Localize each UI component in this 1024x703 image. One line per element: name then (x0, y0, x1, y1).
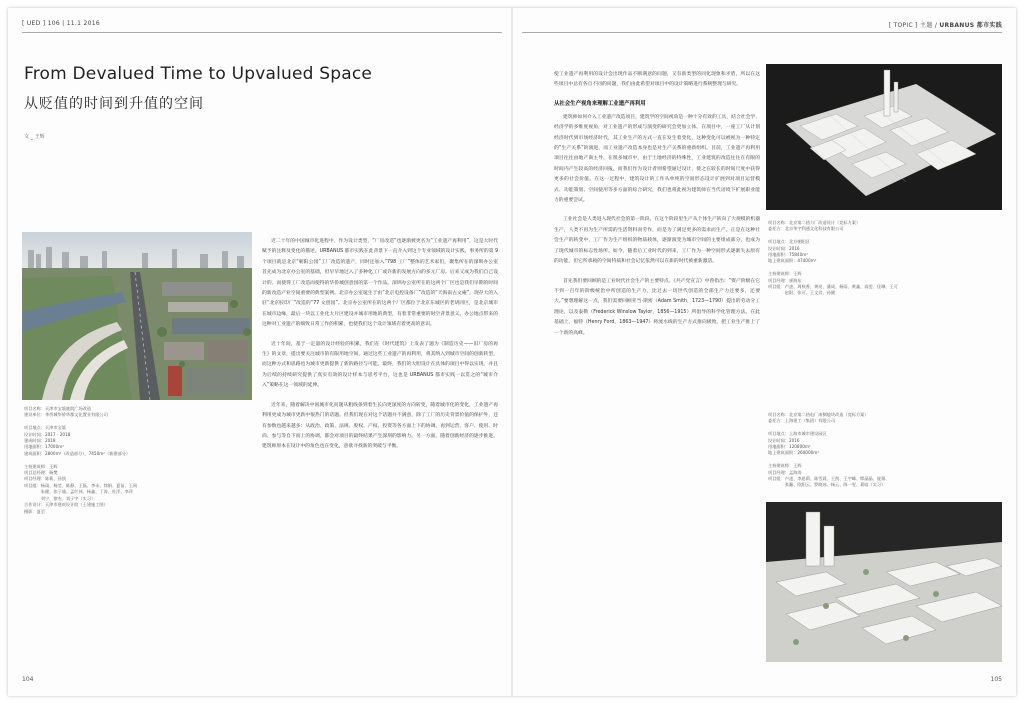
running-header-left: [ UED ] 106 | 11.1 2016 (22, 20, 100, 27)
text-column-2 (554, 70, 760, 348)
model-photo-bottom (766, 502, 1002, 662)
article-title-en: From Devalued Time to Upvalued Space (24, 64, 373, 84)
page-number-right: 105 (990, 676, 1002, 683)
col1-paragraph-3: 近年来，随着解决中国城市化问题从粗线条到着生长向更深度的方向转变，随着城市化的变化，工业遗产再利用更成为城市更新中很热门的话题。但我们现在对这个话题并不满意，除了工厂的历史背景价值的保护外，还有参数也越来越多：从政治、政策、法规、股权、产权、投资等各方面上下的协调，再到运营、客户、使用、时尚、参与等自下而上的协调，都会对项目的最终结果产生深刻的影响力。另一方面，随着创新经济的逐步推进，建筑师原本在设计中的角色也在变化，意欲寻找新的突破与平衡。 (262, 402, 498, 450)
model-bottom-caption: 项目名称：北京第二热电厂南侧地块改造（竞标方案） 委托方：上海建工（集团）有限公司 项目地点：上海市城市建设园区 设计时间：2016 用地面积：120800m² 地上建筑面积：260000m² 主持建筑师：王辉 项目经理：孟海涛 项目组：卢凌、李思莉、陈雪晨、王凯、王宇峰、缪晶晶、庞翔、 张瀚、欧阳云、罗晓冰、杨云、陈一雯、葛晗（实习） (768, 412, 890, 488)
col2-section-heading: 从社会生产视角来理解工业遗产再利用 (554, 100, 646, 107)
binding-gutter (511, 8, 513, 696)
col2-paragraph-1: 建筑师如何介入工业遗产改造项目，建筑学的空间视角是一种十分有效的工具，结合社会学、经济学的多维度视角，对工业遗产的形成与演变的研究会更加立体。在项目中，一座工厂从计划经济时代到市场经济时代，其工业生产的方式一直在发生着变化，这种变化可以被视为一种特定的“生产关系”的演进，而工业遗产改造本身也是对生产关系的重新组织。目前，工业遗产再利用项目往往由地产商主导，在很多城市中，由于土地经济的特殊性，工业建筑的改造往往在有限的时间内产生较高的经济回报，而我们作为设计者则希望通过设计，使之在较长的时间尺度中获得更多的社会价值。在这一过程中，建筑设计的工作从单纯的空间形态设计扩展到对项目运营模式、功能策划、空间使用等多方面的综合研究，我们也将此视为建筑师在当代语境下扩展职业能力的重要尝试。 (554, 114, 760, 204)
model-photo-top (766, 64, 1002, 210)
col1-paragraph-1: 近二十年的中国城市化进程中，作为设计类型，“厂房改造”也逐渐被更名为“工业遗产再利用”，这是大时代赋予的注释及变化的描述。URBANUS 都市实践在此背景下一直介入到这个专业领域的设计实践，事务所的第 9 个项目就是北京“朝阳公园”工厂改造的遗产，同时还加入“798 工厂”整体的艺术家们，聚集所在的深圳办公室首先成为北京办公室的基础，但早早地过入了多种化工厂或许新的发展方向的多元厂房。后来又成为我们自己设计的、而使得工厂改造而使得的华侨城创意园的第一个作品。深圳办公室所在的这两个厂区也是我们早期的时间的新改造产业空间重要的典型案例。北京办公室诞生于由“北京电控设备厂”改造的“天海南古文庵”，现存大的入驻“北京胶印厂”改造的“77 文创园”。北京办公室所在的这两个厂区都位于北京东城区的老胡同区，是北京城市在城市边缘，最后一块以工业化大片区建设并城市用地的典型，有着非常重要的时空背景意义。办公地点带来的这种对工业遗产的细致日常工作的积累，也使我们这个设计领域有着更高的意识。 (262, 239, 498, 328)
col2-paragraph-3: 首先我们要回顾的是工业时代社会生产的主要特点。《共产党宣言》中曾指出：“资产阶级在它不到一百年的阶级统治中所创造的生产力，比过去一切世代创造的全部生产力还要多，还要大。”要想理解这一点，我们需要回顾亚当·斯密（Adam Smith，1723—1790）提出的劳动分工理论，以及泰勒（Frederick Winslow Taylor，1856—1915）所倡导的科学化管理方法。在此基础上，福特（Henry Ford，1863—1947）将流水线的生产方式推向极致，把工业生产推上了一个新的高峰。 (554, 278, 760, 336)
col2-paragraph-2: 工业社会是人类进入现代社会的第一阶段。在这个阶段里生产从个体生产转向了大规模的机器生产，人类不再为生产所需的生活资料而劳作，而是为了满足更多的需求而生产。正是在这种社会生产的转变中，工厂作为生产组织的物质载体，逐渐演变为城市空间的主要组成部分，也成为了现代城市的标志性场所。如今，随着后工业时代的到来，工厂作为一种空间形式逐渐失去原有的功能，但它所承载的空间特质和社会记忆依然可以在新的时代被重新激活。 (554, 217, 760, 265)
text-column-1 (262, 237, 498, 462)
col1-paragraph-2: 近十年间，基于一定量的设计经验的积累，我们在《时代建筑》上发表了题为《制造历史——旧厂房的再生》的文章，提出要关注城市的有限用地空间，通过这些工业遗产的再利用，将其纳入到城市空间的创新转型，而这种方式和思路也为城市更新提供了新的路径与可能。最终，我们的大胆设计在具体的项目中得以实现，并且为后续的持续研究提供了真实有效的设计样本与思考平台，这也是 URBANUS 都市实践一以贯之的“城市介入”策略在这一领域的延伸。 (262, 341, 498, 389)
aerial-site-photo (22, 232, 252, 400)
header-rule-right (522, 32, 1002, 33)
page-number-left: 104 (22, 676, 34, 683)
header-rule-left (22, 32, 502, 33)
article-byline: 文 _ 王辉 (24, 134, 45, 140)
article-title-cn: 从贬值的时间到升值的空间 (24, 96, 204, 112)
left-photo-caption: 项目名称：天津市宝坻庭院广场改造 建设单位：华侨城华侨华都文化置业有限公司 项目地点：天津市宝坻 设计时间：2017 - 2018 建成时间：2018 用地面积：17000m² 建筑面积：2800m²（改造部分），7450m²（新建部分） 主持建筑师：王辉 项目总经理：杨樊 项目经理：陈莉，孙凯 项目组：杨雨、杨莹、陈静、王磊、李永、徐娟、夏苗、王同 朱健、张子瑜、孟红伟、杨鑫、丁涛、杜洋、李萍 刘宁、徐杰、刘子宇（实习） 合作设计：天津市建筑设计院（土建施工图） 摄影：夏至 (24, 406, 138, 514)
header-urbanus-label: URBANUS 都市实践 (939, 22, 1002, 29)
model-top-caption: 项目名称：北京第二热力厂改造设计（竞标方案） 委托方：北京华宇利通文化科技有限公司 项目地点：北京朝阳区 设计时间：2016 用地面积：75840m² 地上建筑面积：47400m² 主持建筑师：王辉 项目经理：崔海东 项目组：卢凌、周秋香、黄亮、潘成、杨雨、黄鑫、高雯、佳琳、王可 赵阳、张可、王文君、孙健 (768, 220, 898, 296)
running-header-right (889, 20, 1002, 29)
magazine-spread (8, 8, 1016, 696)
header-topic-label: [ TOPIC ] 主题 / (888, 22, 940, 29)
col2-lead-paragraph: 使工业遗产再利用的设计会出现作品不断满意的问题，又有新类型的同化现象和矛盾，所以在这些项目中总有各自不同的问题，我们由此希望对项目中的设计策略进行系统整理与研究。 (554, 72, 760, 88)
